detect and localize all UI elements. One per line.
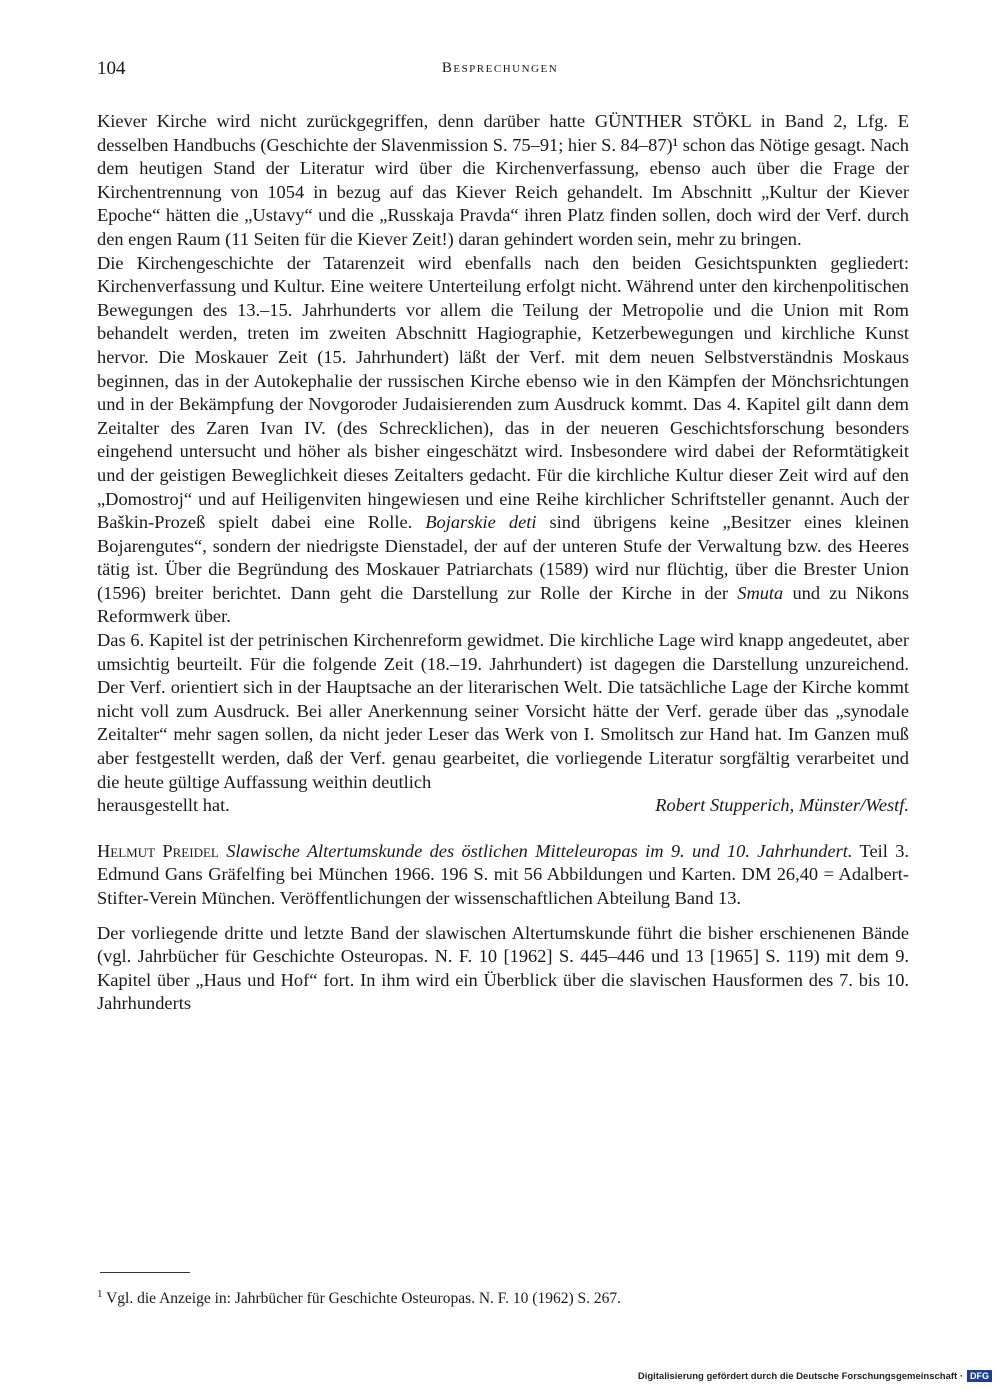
review2-author: Helmut Preidel <box>97 840 219 861</box>
footnote <box>97 1289 621 1309</box>
digitization-stamp <box>638 1370 992 1382</box>
footnote-text: Vgl. die Anzeige in: Jahrbücher für Geschichte Osteuropas. N. F. 10 (1962) S. 267. <box>106 1290 621 1307</box>
article-body <box>97 110 909 1016</box>
review1-last-words: herausgestellt hat. <box>97 795 230 816</box>
running-title: Besprechungen <box>441 60 559 76</box>
footnote-rule <box>100 1272 190 1273</box>
review2-paragraph-1: Der vorliegende dritte und letzte Band der slawischen Altertumskunde führt die bisher erschienenen Bände (vgl. Jahrbücher für Geschichte Osteuropas. N. F. 10 [1962] S. 445–446 und 13 [1965] S. 119) mit dem 9. Kapitel über „Haus und Hof“ fort. In ihm wird ein Überblick über die slavischen Hausformen des 7. bis 10. Jahrhunderts <box>97 922 909 1014</box>
review1-signoff <box>97 794 909 818</box>
review1-paragraph-1: Kiever Kirche wird nicht zurückgegriffen, denn darüber hatte GÜNTHER STÖKL in Band 2, Lfg. E desselben Handbuchs (Geschichte der Slavenmission S. 75–91; hier S. 84–87)¹ schon das Nötige gesagt. Nach dem heutigen Stand der Literatur wird über die Kirchenverfassung, ebenso auch über die Frage der Kirchentrennung von 1054 in bezug auf das Kiever Reich gehandelt. Im Abschnitt „Kultur der Kiever Epoche“ hätten die „Ustavy“ und die „Russkaja Pravda“ ihren Platz finden sollen, doch wird der Verf. durch den engen Raum (11 Seiten für die Kiever Zeit!) daran gehindert worden sein, mehr zu bringen. <box>97 111 909 249</box>
term-bojarskie-deti: Bojarskie deti <box>425 512 537 533</box>
reviewer-signature: Robert Stupperich, Münster/Westf. <box>655 795 909 816</box>
review2-bibliography: Teil 3. Edmund Gans Gräfelfing bei München 1966. 196 S. mit 56 Abbildungen und Karten. DM 26,40 = Adalbert-Stifter-Verein München. Veröffentlichungen der wissenschaftlichen Abteilung Band 13. <box>97 840 909 908</box>
dfg-logo: DFG <box>967 1370 992 1382</box>
review2-book-title: Slawische Altertumskunde des östlichen Mitteleuropas im 9. und 10. Jahrhundert. <box>226 840 853 861</box>
term-smuta: Smuta <box>737 582 784 603</box>
review1-paragraph-3: Das 6. Kapitel ist der petrinischen Kirchenreform gewidmet. Die kirchliche Lage wird knapp angedeutet, aber umsichtig beurteilt. Für die folgende Zeit (18.–19. Jahrhundert) ist dagegen die Darstellung unzureichend. Der Verf. orientiert sich in der Hauptsache an der literarischen Welt. Die tatsächliche Lage der Kirche kommt nicht voll zum Ausdruck. Bei aller Anerkennung seiner Vorsicht hätte der Verf. gerade über das „synodale Zeitalter“ mehr sagen sollen, da nicht jeder Leser das Werk von I. Smolitsch zur Hand hat. Im Ganzen muß aber festgestellt werden, daß der Verf. genau gearbeitet, die vorliegende Literatur sorgfältig verarbeitet und die heute gültige Auffassung weithin deutlich <box>97 630 909 792</box>
review2-heading <box>97 840 909 911</box>
footnote-marker: 1 <box>97 1287 103 1300</box>
digitization-stamp-text: Digitalisierung gefördert durch die Deutsche Forschungsgemeinschaft · <box>637 1370 963 1382</box>
page-number: 104 <box>97 58 126 79</box>
review1-paragraph-2: Die Kirchengeschichte der Tatarenzeit wird ebenfalls nach den beiden Gesichtspunkten gegliedert: Kirchenverfassung und Kultur. Eine weitere Unterteilung erfolgt nicht. Während unter den kirchenpolitischen Bewegungen des 13.–15. Jahrhunderts vor allem die Teilung der Metropolie und die Union mit Rom behandelt werden, treten im zweiten Abschnitt Hagiographie, Ketzerbewegungen und kirchliche Kunst hervor. Die Moskauer Zeit (15. Jahrhundert) läßt der Verf. mit dem neuen Selbstverständnis Moskaus beginnen, das in der Autokephalie der russischen Kirche ebenso wie in den Kämpfen der Mönchsrichtungen und in der Bekämpfung der Novgoroder Judaisierenden zum Ausdruck kommt. Das 4. Kapitel gilt dann dem Zeitalter des Zaren Ivan IV. (des Schrecklichen), das in der neueren Geschichtsforschung besonders eingehend untersucht und höher als bisher eingeschätzt wird. Insbesondere wird dabei der Reformtätigkeit und der geistigen Beweglichkeit dieses Zeitalters gedacht. Für die kirchliche Kultur dieser Zeit wird auf den „Domostroj“ und auf Heiligenviten hingewiesen und eine Reihe kirchlicher Schriftsteller genannt. Auch der Baškin-Prozeß spielt dabei eine Rolle. Bojarskie deti sind übrigens keine „Besitzer eines kleinen Bojarengutes“, sondern der niedrigste Dienstadel, der auf der unteren Stufe der Verwaltung bzw. des Heeres tätig ist. Über die Begründung des Moskauer Patriarchats (1589) wird nur flüchtig, über die Brester Union (1596) breiter berichtet. Dann geht die Darstellung zur Rolle der Kirche in der Smuta und zu Nikons Reformwerk über. <box>97 252 909 627</box>
